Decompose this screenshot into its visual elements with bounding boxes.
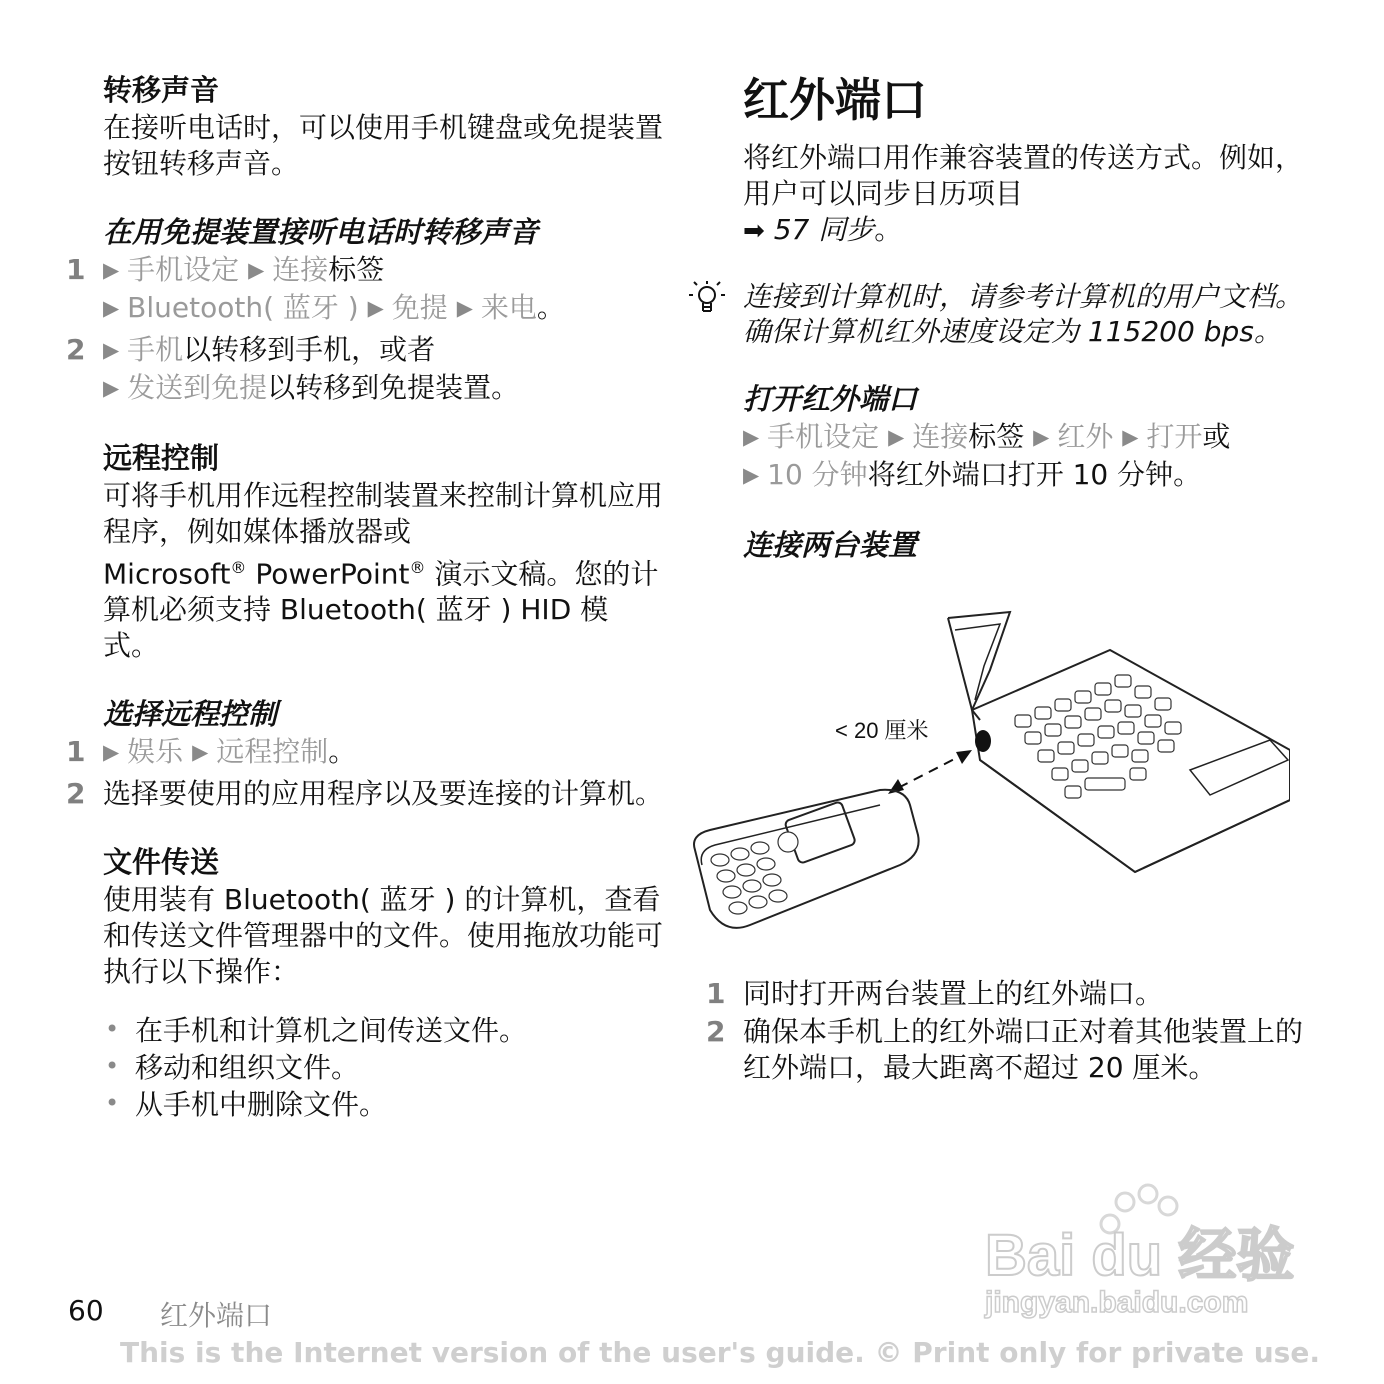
menu-handsfree[interactable]: 免提 xyxy=(391,291,448,324)
arrow-right-icon: ▶ xyxy=(367,296,384,320)
list-item: • 移动和组织文件。 xyxy=(103,1049,663,1086)
infrared-illustration xyxy=(690,610,1290,940)
lightbulb-icon xyxy=(685,279,729,327)
page-title: 红外端口 xyxy=(743,73,927,127)
list-item: • 从手机中删除文件。 xyxy=(103,1086,663,1123)
remote-step-2: 2 选择要使用的应用程序以及要连接的计算机。 xyxy=(66,777,664,811)
arrow-right-icon: ▶ xyxy=(103,376,120,400)
footer-copyright-note: This is the Internet version of the user's guide. © Print only for private use. xyxy=(120,1336,1320,1369)
reference-arrow-icon: ➡ xyxy=(743,216,765,246)
bullet-icon: • xyxy=(105,1052,120,1081)
arrow-right-icon: ▶ xyxy=(103,740,120,765)
arrow-right-icon: ▶ xyxy=(192,740,209,765)
left-column xyxy=(66,70,664,1123)
remote-step-1: 1 ▶ 娱乐 ▶ 远程控制。 xyxy=(66,735,357,769)
menu-remote-control[interactable]: 远程控制 xyxy=(216,735,329,769)
subsection-title-handsfree: 在用免提装置接听电话时转移声音 xyxy=(103,215,539,249)
arrow-right-icon: ▶ xyxy=(743,425,760,449)
bullet-icon: • xyxy=(105,1089,120,1118)
menu-infrared[interactable]: 红外 xyxy=(1057,420,1114,453)
menu-connectivity[interactable]: 连接 xyxy=(272,253,329,286)
connect-steps xyxy=(706,976,1304,1086)
arrow-right-icon: ▶ xyxy=(1122,425,1139,449)
right-column xyxy=(743,70,1303,565)
menu-phone-settings[interactable]: 手机设定 xyxy=(127,253,240,286)
connect-step-2: 2 确保本手机上的红外端口正对着其他装置上的红外端口，最大距离不超过 20 厘米。 xyxy=(706,1015,1304,1084)
phone-keypad xyxy=(711,832,798,914)
page-number: 60 xyxy=(68,1294,104,1327)
section-title-remote-control: 远程控制 xyxy=(103,441,220,475)
menu-10-minutes[interactable]: 10 分钟 xyxy=(767,458,868,491)
infrared-intro: 将红外端口用作兼容装置的传送方式。例如，用户可以同步日历项目 xyxy=(743,141,1304,210)
section-title-file-transfer: 文件传送 xyxy=(103,845,220,880)
menu-send-to-handsfree[interactable]: 发送到免提 xyxy=(127,371,268,404)
arrow-right-icon: ▶ xyxy=(103,338,120,362)
handsfree-step-1: 1 ▶ 手机设定 ▶ 连接标签 ▶ Bluetooth( 蓝牙 ) ▶ 免提 ▶ 来电。 xyxy=(66,253,565,324)
arrow-right-icon: ▶ xyxy=(103,258,120,282)
baidu-watermark xyxy=(970,1180,1300,1320)
arrow-right-icon: ▶ xyxy=(743,463,760,487)
laptop-ir-port xyxy=(975,730,991,752)
menu-incoming-call[interactable]: 来电 xyxy=(480,291,537,324)
tip-note: 连接到计算机时，请参考计算机的用户文档。确保计算机红外速度设定为 115200 bps。 xyxy=(743,279,1303,349)
handsfree-step-2: 2 ▶ 手机以转移到手机，或者 ▶ 发送到免提以转移到免提装置。 xyxy=(66,333,520,404)
arrow-right-icon: ▶ xyxy=(1033,425,1050,449)
connect-step-1: 1 同时打开两台装置上的红外端口。 xyxy=(706,977,1164,1010)
section-title-transfer-sound: 转移声音 xyxy=(103,73,220,107)
subsection-title-open-infrared: 打开红外端口 xyxy=(743,382,918,416)
distance-label: < 20 厘米 xyxy=(835,718,929,743)
open-infrared-step: ▶ 手机设定 ▶ 连接标签 ▶ 红外 ▶ 打开或 ▶ 10 分钟将红外端口打开 10 分钟。 xyxy=(743,420,1231,491)
remote-control-body: 可将手机用作远程控制装置来控制计算机应用程序，例如媒体播放器或 Microsoft® PowerPoint® 演示文稿。您的计算机必须支持 Bluetooth( 蓝牙 ) HID 模式。 xyxy=(103,479,664,663)
list-item: • 在手机和计算机之间传送文件。 xyxy=(103,1012,663,1049)
keyboard-keys xyxy=(1015,675,1181,798)
subsection-title-connect-devices: 连接两台装置 xyxy=(743,528,918,562)
watermark-brand: Bai du 经验 xyxy=(985,1223,1295,1288)
menu-phone[interactable]: 手机 xyxy=(127,333,184,366)
cross-reference[interactable]: ➡ 57 同步。 xyxy=(743,213,903,246)
menu-open[interactable]: 打开 xyxy=(1146,420,1203,453)
menu-phone-settings[interactable]: 手机设定 xyxy=(767,420,880,453)
footer-section-title: 红外端口 xyxy=(160,1299,273,1332)
subsection-title-select-remote: 选择远程控制 xyxy=(103,697,278,732)
arrow-right-icon: ▶ xyxy=(456,296,473,320)
bullet-icon: • xyxy=(105,1015,120,1044)
watermark-url: jingyan.baidu.com xyxy=(985,1286,1249,1319)
file-transfer-body: 使用装有 Bluetooth( 蓝牙 ) 的计算机，查看和传送文件管理器中的文件。使用拖放功能可执行以下操作： xyxy=(103,883,664,989)
arrow-right-icon: ▶ xyxy=(248,258,265,282)
phone-laptop-drawing xyxy=(690,610,1290,940)
transfer-sound-body: 在接听电话时，可以使用手机键盘或免提装置按钮转移声音。 xyxy=(103,111,664,180)
menu-connectivity[interactable]: 连接 xyxy=(912,420,969,453)
arrow-right-icon: ▶ xyxy=(103,296,120,320)
arrow-right-icon: ▶ xyxy=(888,425,905,449)
menu-entertainment[interactable]: 娱乐 xyxy=(127,735,184,769)
menu-bluetooth[interactable]: Bluetooth( 蓝牙 ) xyxy=(127,291,359,324)
